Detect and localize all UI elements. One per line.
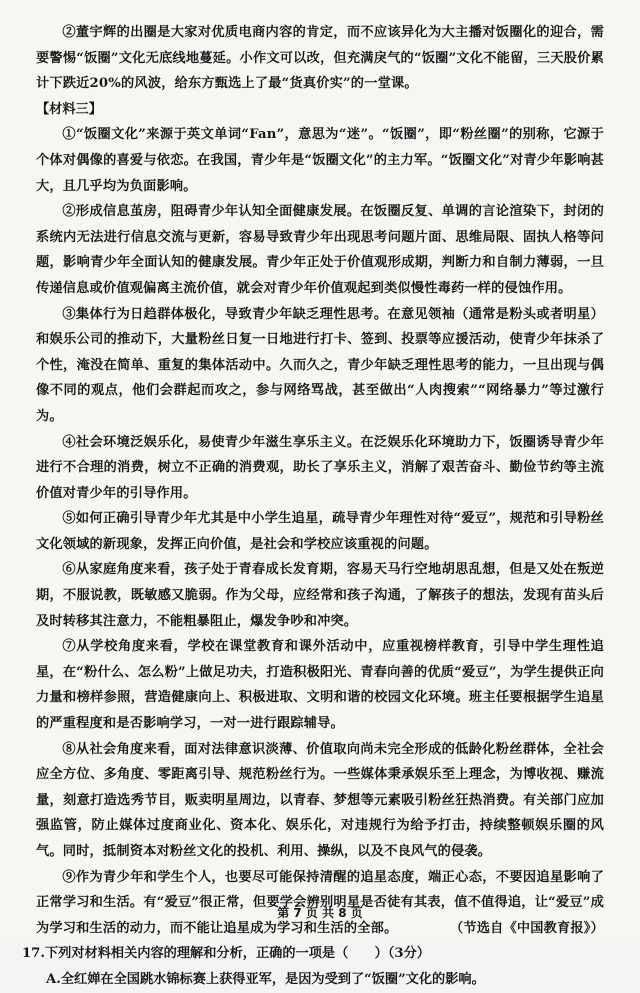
material3-paragraph-8: ⑧从社会角度来看，面对法律意识淡薄、价值取向尚未完全形成的低龄化粉丝群体，全社会应全方位、多角度、零距离引导、规范粉丝行为。一些媒体秉承娱乐至上理念，为博收视、赚流量，刻意打造选秀节目，贩卖明星周边，以青春、梦想等元素吸引粉丝狂热消费。有关部门应加强监管，防止媒体过度商业化、资本化、娱乐化，对违规行为给予打击，持续整顿娱乐圈的风气。同时，抵制资本对粉丝文化的投机、利用、操纵，以及不良风气的侵袭。 [36,741,604,859]
material3-paragraph-4: ④社会环境泛娱乐化，易使青少年滋生享乐主义。在泛娱乐化环境助力下，饭圈诱导青少年进行不合理的消费，树立不正确的消费观，助长了享乐主义，消解了艰苦奋斗、勤俭节约等主流价值对青少年的引导作用。 [36,434,604,501]
source-note: （节选自《中国教育报》） [449,920,604,936]
question-17: 17.下列对材料相关内容的理解和分析，正确的一项是（ ）（3分） [22,946,430,962]
material3-paragraph-3: ③集体行为日趋群体极化，导致青少年缺乏理性思考。在意见领袖（通常是粉头或者明星）和娱乐公司的推动下，大量粉丝日复一日地进行打卡、签到、投票等应援活动，使青少年抹杀了个性，淹没在简单、重复的集体活动中。久而久之，青少年缺乏理性思考的能力，一旦出现与偶像不同的观点，他们会群起而攻之，参与网络骂战，甚至做出“人肉搜索”“网络暴力”等过激行为。 [36,306,604,424]
material3-paragraph-2: ②形成信息茧房，阻碍青少年认知全面健康发展。在饭圈反复、单调的言论渲染下，封闭的系统内无法进行信息交流与更新，容易导致青少年出现思考问题片面、思维局限、固执人格等问题，影响青少年全面认知的健康发展。青少年正处于价值观形成期，判断力和自制力薄弱，一旦传递信息或价值观偏离主流价值，就会对青少年价值观起到类似慢性毒药一样的侵蚀作用。 [36,204,604,296]
paragraph-2-top: ②董宇辉的出圈是大家对优质电商内容的肯定，而不应该异化为大主播对饭圈化的迎合，需要警惕“饭圈”文化无底线地蔓延。小作文可以改，但充满戾气的“饭圈”文化不能留，三天股价累计下跌近20%的风波，给东方甄选上了最“货真价实”的一堂课。 [36,25,604,92]
material3-paragraph-1: ①“饭圈文化”来源于英文单词“Fan”，意思为“迷”。“饭圈”，即“粉丝圈”的别称，它源于个体对偶像的喜爱与依恋。在我国，青少年是“饭圈文化”的主力军。“饭圈文化”对青少年影响甚大，且几乎均为负面影响。 [36,127,604,194]
page-footer: 第 7 页 共 8 页 [277,906,363,920]
material3-paragraph-5: ⑤如何正确引导青少年尤其是中小学生追星，疏导青少年理性对待“爱豆”，规范和引导粉丝文化领域的新现象，发挥正向价值，是社会和学校应该重视的问题。 [36,511,604,552]
material3-paragraph-7: ⑦从学校角度来看，学校在课堂教育和课外活动中，应重视榜样教育，引导中学生理性追星，在“粉什么、怎么粉”上做足功夫，打造积极阳光、青春向善的优质“爱豆”，为学生提供正向力量和榜样参照，营造健康向上、积极进取、文明和谐的校园文化环境。班主任要根据学生追星的严重程度和是否影响学习，一对一进行跟踪辅导。 [36,639,604,732]
material3-paragraph-9 [36,865,604,942]
material3-paragraph-6: ⑥从家庭角度来看，孩子处于青春成长发育期，容易天马行空地胡思乱想，但是又处在叛逆期，不服说教，既敏感又脆弱。作为父母，应经常和孩子沟通，了解孩子的想法，发现有苗头后及时转移其注意力，不能粗暴阻止，爆发争吵和冲突。 [36,562,604,629]
option-a: A.全红婵在全国跳水锦标赛上获得亚军，是因为受到了“饭圈”文化的影响。 [46,971,485,987]
material-3-heading: 【材料三】 [36,101,102,117]
page-content [22,20,604,993]
paragraph-9-text: ⑨作为青少年和学生个人，也要尽可能保持清醒的追星态度，端正心态，不要因追星影响了正常学习和生活。有“爱豆”很正常，但要学会辨别明星是否徒有其表，值不值得追，让“爱豆”成为学习和生活的动力，而不能让追星成为学习和生活的全部。 [36,869,604,936]
